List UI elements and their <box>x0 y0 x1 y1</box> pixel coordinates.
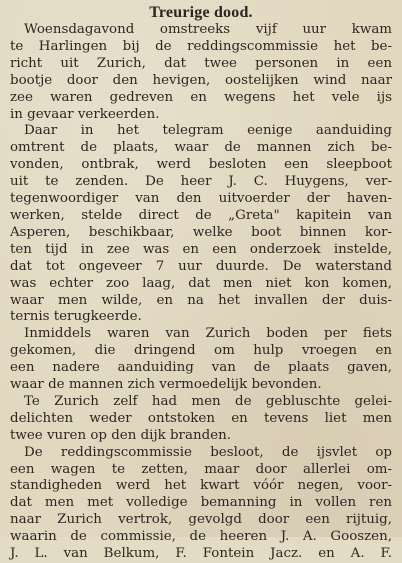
paragraph-2 <box>10 123 392 326</box>
text-line: richt uit Zurich, dat twee personen in een <box>10 55 392 71</box>
article-body <box>10 22 392 563</box>
text-line: omtrent de plaats, waar de mannen zich be- <box>10 140 392 156</box>
paragraph-5 <box>10 445 392 563</box>
text-line: uit te zenden. De heer J. C. Huygens, ver- <box>10 174 392 190</box>
text-line: ten tijd in zee was en een onderzoek instelde, <box>10 241 392 257</box>
text-line: een wagen te zetten, maar door allerlei om- <box>10 461 392 477</box>
paragraph-3 <box>10 326 392 394</box>
text-line: naar Zurich vertrok, gevolgd door een rijtuig, <box>10 512 392 528</box>
text-line: vonden, ontbrak, werd besloten een sleepboot <box>10 157 392 173</box>
text-line: Asperen, beschikbaar, welke boot binnen kor- <box>10 224 392 240</box>
text-line: Daar in het telegram eenige aanduiding <box>24 123 392 139</box>
text-line: zee waren gedreven en wegens het vele ijs <box>10 89 392 105</box>
text-line: twee vuren op den dijk branden. <box>10 427 231 443</box>
text-line: gekomen, die dringend om hulp vroegen en <box>10 343 392 359</box>
text-line: waar men wilde, en na het invallen der duis- <box>10 292 392 308</box>
text-line: was echter zoo laag, dat men niet kon komen, <box>10 275 392 291</box>
text-line: in gevaar verkeerden. <box>10 106 160 122</box>
text-line: bootje door den hevigen, oostelijken wind naar <box>10 72 392 88</box>
text-line: Woensdagavond omstreeks vijf uur kwam <box>24 22 392 37</box>
text-line: tegenwoordiger van den uitvoerder der haven- <box>10 191 392 207</box>
text-line: dat men met volledige bemanning in vollen ren <box>10 495 392 511</box>
text-line: waar de mannen zich vermoedelijk bevonden. <box>10 377 322 393</box>
paragraph-4 <box>10 394 392 445</box>
paragraph-1 <box>10 22 392 123</box>
text-line: standigheden werd het kwart vóór negen, voor- <box>10 478 392 494</box>
text-line: werken, stelde direct de „Greta" kapitein van <box>10 207 392 223</box>
text-line: Inmiddels waren van Zurich boden per fiets <box>24 326 392 342</box>
text-line: delichten weder ontstoken en tevens liet men <box>10 410 392 426</box>
text-line: dat tot ongeveer 7 uur duurde. De waterstand <box>10 258 392 274</box>
text-line: J. L. van Belkum, F. Fontein Jacz. en A. F. <box>10 546 392 562</box>
text-line: ternis terugkeerde. <box>10 309 142 325</box>
article-headline: Treurige dood. <box>149 4 253 21</box>
text-line: De reddingscommissie besloot, de ijsvlet op <box>24 444 392 460</box>
text-line: te Harlingen bij de reddingscommissie het be- <box>10 38 392 54</box>
text-line: Te Zurich zelf had men de gebluschte gelei- <box>24 393 392 409</box>
text-line: een nadere aanduiding van de plaats gaven, <box>10 360 392 376</box>
text-line: waarin de commissie, de heeren J. A. Gooszen, <box>10 529 392 545</box>
